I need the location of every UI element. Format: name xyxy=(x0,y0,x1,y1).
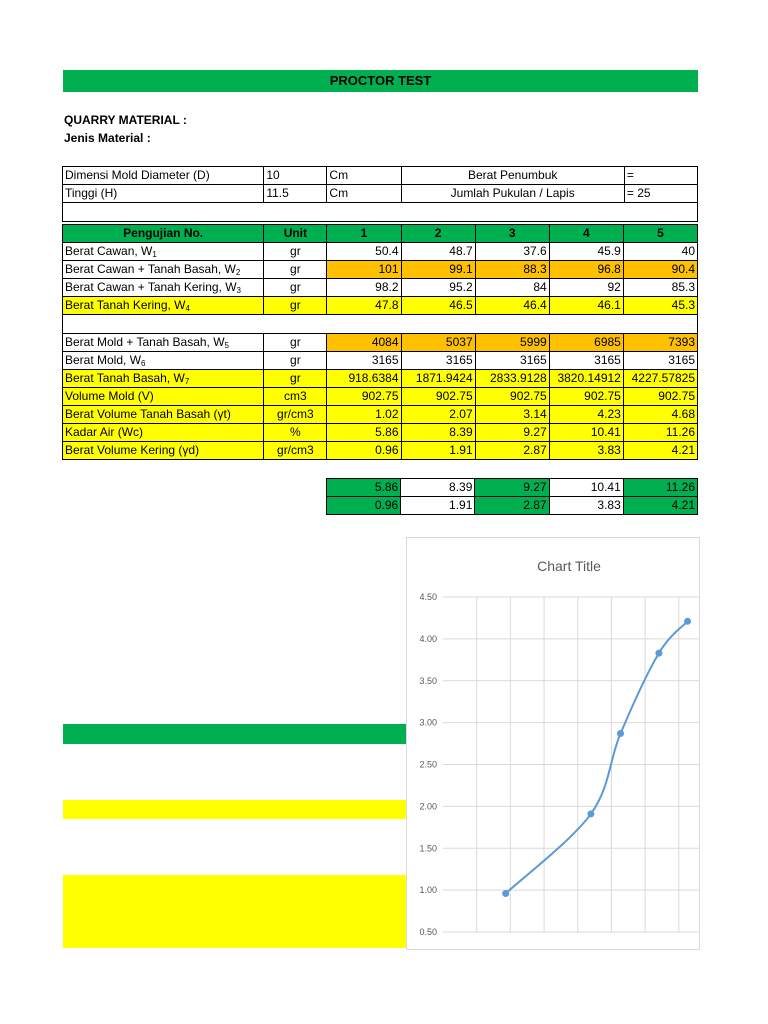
mold-info-table xyxy=(62,166,698,222)
cell-value: 3.14 xyxy=(475,406,549,424)
table-row xyxy=(63,297,698,315)
cell-value: 4227.57825 xyxy=(623,370,697,388)
y-tick-label: 2.00 xyxy=(419,801,437,812)
data-point xyxy=(684,618,691,625)
cell-value: 3165 xyxy=(475,352,549,370)
cell-value: 2.07 xyxy=(401,406,475,424)
material-type-label: Jenis Material : xyxy=(64,131,151,145)
summary-cell: 2.87 xyxy=(475,497,549,515)
cell-value: 4.68 xyxy=(623,406,697,424)
cell-value: 1871.9424 xyxy=(401,370,475,388)
cell-value: 902.75 xyxy=(623,388,697,406)
cell-value: 918.6384 xyxy=(327,370,401,388)
cell-value: 3165 xyxy=(623,352,697,370)
row-unit: gr/cm3 xyxy=(264,406,327,424)
data-point xyxy=(587,810,594,817)
row-label: Berat Cawan + Tanah Basah, $W_2$ xyxy=(63,261,264,279)
chart-title: Chart Title xyxy=(537,558,601,574)
quarry-label: QUARRY MATERIAL : xyxy=(64,113,187,127)
cell-value: 902.75 xyxy=(327,388,401,406)
cell-value: 1.02 xyxy=(327,406,401,424)
col-header-5: 5 xyxy=(623,225,697,243)
cell-value: 90.4 xyxy=(623,261,697,279)
series-line xyxy=(506,621,688,893)
cell-value: 8.39 xyxy=(401,424,475,442)
summary-cell: 5.86 xyxy=(327,479,401,497)
mold-diameter-unit: Cm xyxy=(327,167,401,185)
table-row xyxy=(63,442,698,460)
cell-value: 95.2 xyxy=(401,279,475,297)
summary-cell: 10.41 xyxy=(549,479,623,497)
cell-value: 84 xyxy=(475,279,549,297)
summary-cell: 0.96 xyxy=(327,497,401,515)
y-tick-label: 4.00 xyxy=(419,633,437,644)
data-point xyxy=(655,650,662,657)
y-tick-label: 2.50 xyxy=(419,759,437,770)
green-band xyxy=(63,724,406,744)
cell-value: 5.86 xyxy=(327,424,401,442)
cell-value: 3165 xyxy=(549,352,623,370)
unit-header: Unit xyxy=(264,225,327,243)
cell-value: 37.6 xyxy=(475,243,549,261)
table-row xyxy=(63,279,698,297)
title-banner xyxy=(63,70,698,92)
data-point xyxy=(617,730,624,737)
y-tick-label: 1.00 xyxy=(419,885,437,896)
row-label: Berat Cawan, $W_1$ xyxy=(63,243,264,261)
row-label: Berat Tanah Basah, $W_7$ xyxy=(63,370,264,388)
y-tick-label: 3.50 xyxy=(419,675,437,686)
cell-value: 7393 xyxy=(623,334,697,352)
blows-value: = 25 xyxy=(624,185,697,203)
yellow-block xyxy=(63,875,406,948)
mold-height-label: Tinggi (H) xyxy=(63,185,264,203)
row-unit: gr xyxy=(264,243,327,261)
y-tick-label: 3.00 xyxy=(419,717,437,728)
cell-value: 5037 xyxy=(401,334,475,352)
yellow-band xyxy=(63,800,406,819)
row-label: Kadar Air (Wc) xyxy=(63,424,264,442)
row-unit: gr xyxy=(264,352,327,370)
mold-diameter-value: 10 xyxy=(264,167,327,185)
chart-container[interactable] xyxy=(406,537,700,950)
cell-value: 10.41 xyxy=(549,424,623,442)
summary-cell: 3.83 xyxy=(549,497,623,515)
y-tick-label: 1.50 xyxy=(419,843,437,854)
summary-row xyxy=(327,497,698,515)
compaction-chart xyxy=(407,538,699,949)
hammer-weight-value: = xyxy=(624,167,697,185)
summary-cell: 11.26 xyxy=(623,479,697,497)
table-row xyxy=(63,370,698,388)
table-row xyxy=(63,424,698,442)
row-unit: % xyxy=(264,424,327,442)
cell-value: 46.4 xyxy=(475,297,549,315)
cell-value: 3165 xyxy=(401,352,475,370)
summary-table xyxy=(326,478,698,515)
cell-value: 48.7 xyxy=(401,243,475,261)
test-number-header: Pengujian No. xyxy=(63,225,264,243)
row-unit: gr xyxy=(264,279,327,297)
cell-value: 0.96 xyxy=(327,442,401,460)
table-row xyxy=(63,261,698,279)
mold-height-unit: Cm xyxy=(327,185,401,203)
page-title: PROCTOR TEST xyxy=(329,73,432,88)
summary-cell: 1.91 xyxy=(401,497,475,515)
cell-value: 2833.9128 xyxy=(475,370,549,388)
table-row xyxy=(63,243,698,261)
summary-cell: 8.39 xyxy=(401,479,475,497)
row-label: Berat Cawan + Tanah Kering, $W_3$ xyxy=(63,279,264,297)
row-label: Berat Tanah Kering, $W_4$ xyxy=(63,297,264,315)
cell-value: 45.3 xyxy=(623,297,697,315)
blank-row xyxy=(63,315,698,334)
col-header-3: 3 xyxy=(475,225,549,243)
cell-value: 50.4 xyxy=(327,243,401,261)
table-row xyxy=(63,406,698,424)
cell-value: 3820.14912 xyxy=(549,370,623,388)
col-header-2: 2 xyxy=(401,225,475,243)
cell-value: 99.1 xyxy=(401,261,475,279)
cell-value: 88.3 xyxy=(475,261,549,279)
table-row xyxy=(63,388,698,406)
cell-value: 902.75 xyxy=(475,388,549,406)
cell-value: 40 xyxy=(623,243,697,261)
hammer-weight-label: Berat Penumbuk xyxy=(401,167,624,185)
proctor-test-table xyxy=(62,224,698,460)
row-label: Berat Volume Kering (γd) xyxy=(63,442,264,460)
row-label: Berat Mold, $W_6$ xyxy=(63,352,264,370)
cell-value: 5999 xyxy=(475,334,549,352)
cell-value: 6985 xyxy=(549,334,623,352)
table-row xyxy=(63,334,698,352)
cell-value: 85.3 xyxy=(623,279,697,297)
cell-value: 4.23 xyxy=(549,406,623,424)
cell-value: 9.27 xyxy=(475,424,549,442)
cell-value: 46.1 xyxy=(549,297,623,315)
mold-height-value: 11.5 xyxy=(264,185,327,203)
cell-value: 4.21 xyxy=(623,442,697,460)
cell-value: 902.75 xyxy=(401,388,475,406)
summary-row xyxy=(327,479,698,497)
row-unit: gr xyxy=(264,261,327,279)
row-label: Volume Mold (V) xyxy=(63,388,264,406)
cell-value: 96.8 xyxy=(549,261,623,279)
cell-value: 98.2 xyxy=(327,279,401,297)
y-tick-label: 0.50 xyxy=(419,927,437,937)
row-unit: gr/cm3 xyxy=(264,442,327,460)
row-unit: cm3 xyxy=(264,388,327,406)
col-header-1: 1 xyxy=(327,225,401,243)
y-tick-label: 4.50 xyxy=(419,592,437,602)
mold-diameter-label: Dimensi Mold Diameter (D) xyxy=(63,167,264,185)
cell-value: 11.26 xyxy=(623,424,697,442)
cell-value: 3165 xyxy=(327,352,401,370)
row-label: Berat Volume Tanah Basah (γt) xyxy=(63,406,264,424)
cell-value: 101 xyxy=(327,261,401,279)
cell-value: 4084 xyxy=(327,334,401,352)
cell-value: 92 xyxy=(549,279,623,297)
summary-cell: 4.21 xyxy=(623,497,697,515)
cell-value: 902.75 xyxy=(549,388,623,406)
cell-value: 3.83 xyxy=(549,442,623,460)
row-unit: gr xyxy=(264,370,327,388)
summary-cell: 9.27 xyxy=(475,479,549,497)
row-unit: gr xyxy=(264,297,327,315)
row-unit: gr xyxy=(264,334,327,352)
cell-value: 1.91 xyxy=(401,442,475,460)
cell-value: 47.8 xyxy=(327,297,401,315)
cell-value: 46.5 xyxy=(401,297,475,315)
cell-value: 2.87 xyxy=(475,442,549,460)
data-point xyxy=(502,890,509,897)
col-header-4: 4 xyxy=(549,225,623,243)
cell-value: 45.9 xyxy=(549,243,623,261)
table-row xyxy=(63,352,698,370)
blows-label: Jumlah Pukulan / Lapis xyxy=(401,185,624,203)
row-label: Berat Mold + Tanah Basah, $W_5$ xyxy=(63,334,264,352)
blank-row xyxy=(63,203,698,222)
